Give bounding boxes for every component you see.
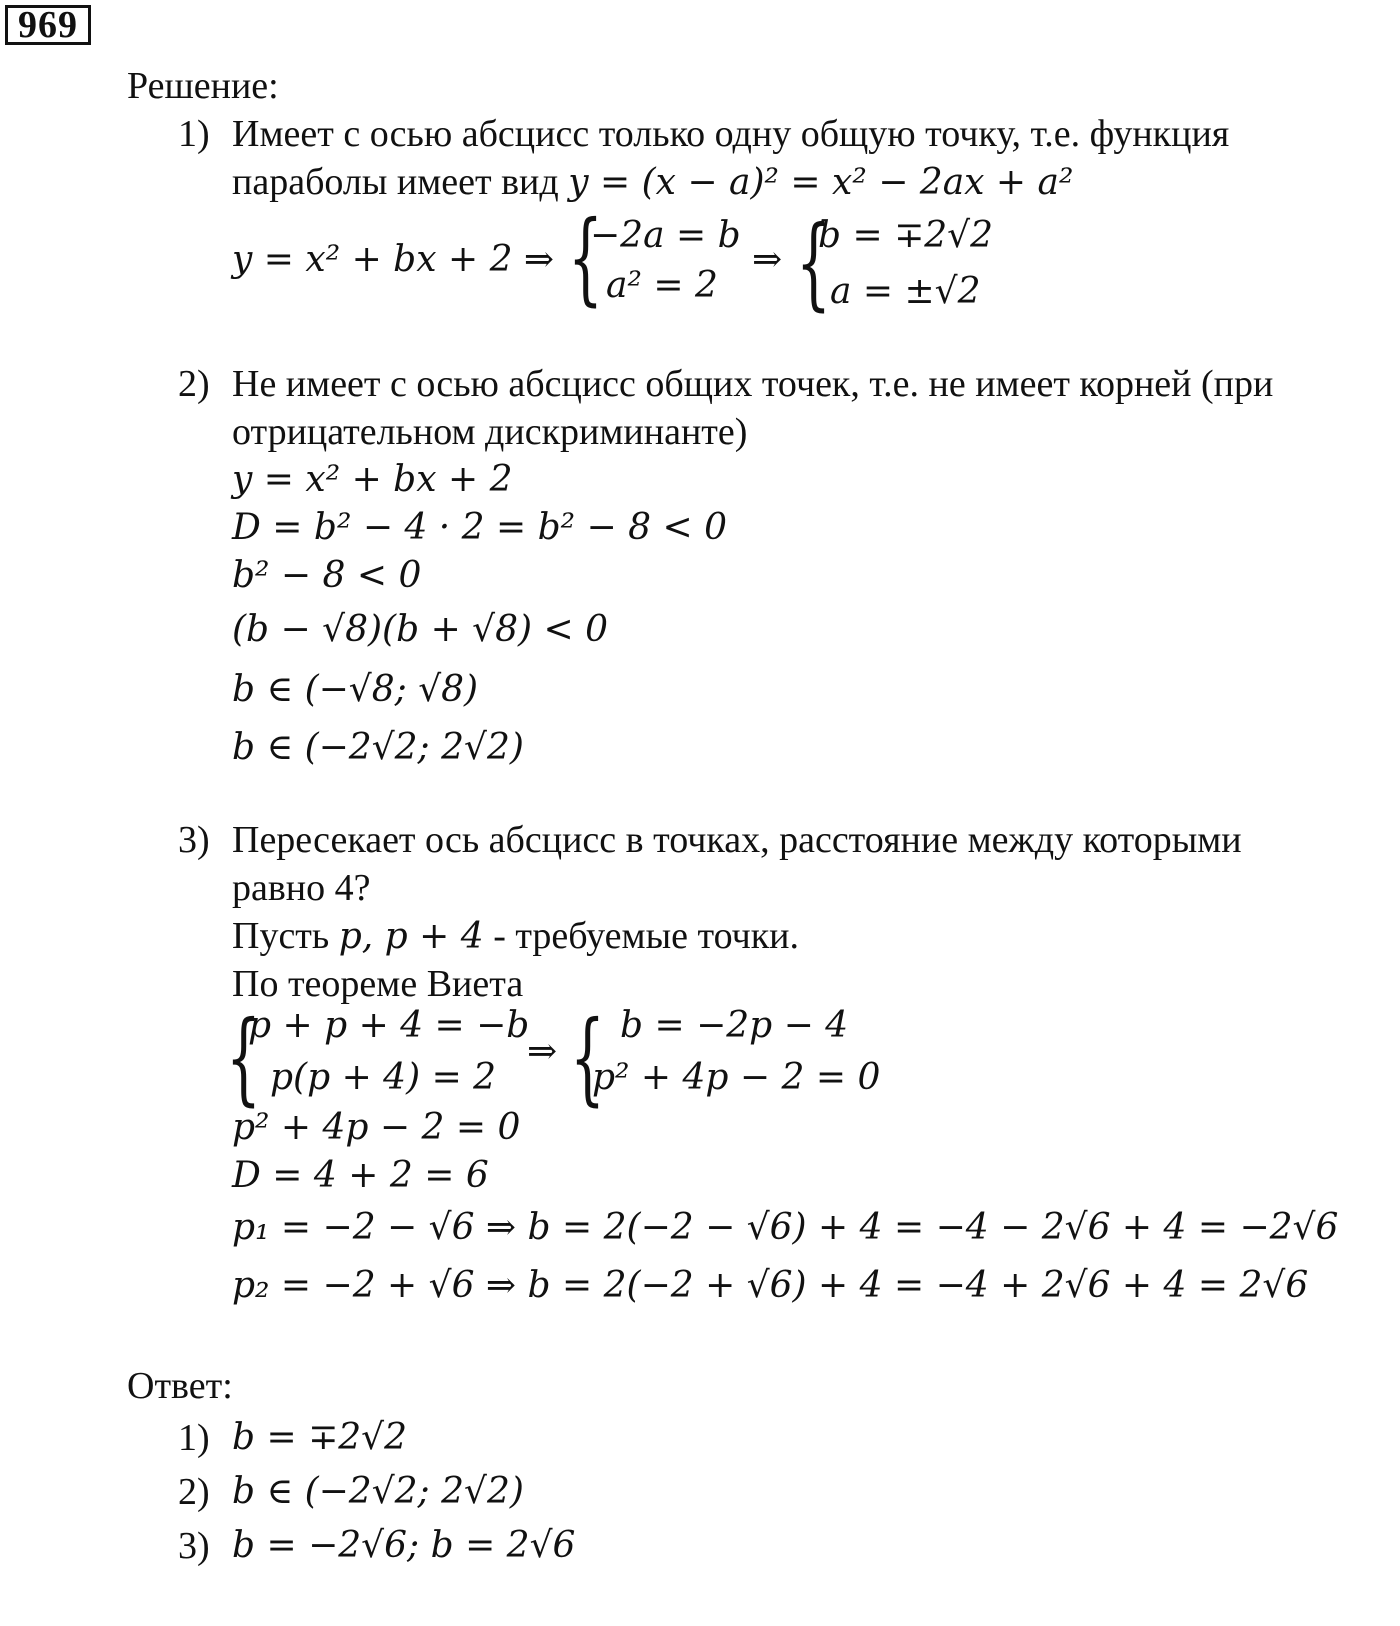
answer-2-value: b ∈ (−2√2; 2√2) bbox=[232, 1471, 524, 1512]
answer-1-marker: 1) bbox=[178, 1417, 210, 1459]
part3-brace-2: { bbox=[570, 999, 605, 1116]
part3-text-line3 bbox=[232, 914, 799, 959]
answer-heading: Ответ: bbox=[127, 1365, 233, 1407]
part1-text-line2 bbox=[232, 160, 1073, 205]
part3-marker: 3) bbox=[178, 819, 210, 861]
part2-line-5: b ∈ (−√8; √8) bbox=[232, 669, 479, 710]
part1-brace-1: { bbox=[568, 199, 603, 316]
part3-line-1: p² + 4p − 2 = 0 bbox=[232, 1107, 521, 1148]
part3-let-prefix: Пусть bbox=[232, 915, 330, 957]
part3-system1-row2: p(p + 4) = 2 bbox=[270, 1057, 497, 1098]
part3-line-4: p₂ = −2 + √6 ⇒ b = 2(−2 + √6) + 4 = −4 + 2√6 + 4 = 2√6 bbox=[232, 1265, 1309, 1306]
part3-line-3: p₁ = −2 − √6 ⇒ b = 2(−2 − √6) + 4 = −4 − 2√6 + 4 = −2√6 bbox=[232, 1207, 1339, 1248]
part1-brace-2: { bbox=[796, 204, 831, 321]
part1-system2-row2: a = ±√2 bbox=[830, 271, 981, 312]
answer-2-marker: 2) bbox=[178, 1471, 210, 1513]
part1-text-line1: Имеет с осью абсцисс только одну общую точку, т.е. функция bbox=[232, 113, 1230, 155]
part2-line-3: b² − 8 < 0 bbox=[232, 555, 422, 596]
part1-formula: y = (x − a)² = x² − 2ax + a² bbox=[568, 162, 1074, 203]
part3-let-math: p, p + 4 bbox=[338, 916, 484, 957]
part3-system2-row2: p² + 4p − 2 = 0 bbox=[592, 1057, 881, 1098]
part3-let-suffix: - требуемые точки. bbox=[493, 915, 800, 957]
answer-3-value: b = −2√6; b = 2√6 bbox=[232, 1525, 576, 1566]
part3-system1-row1: p + p + 4 = −b bbox=[248, 1005, 530, 1046]
part2-marker: 2) bbox=[178, 363, 210, 405]
part1-system1-row1: −2a = b bbox=[590, 215, 741, 256]
part3-text-line1: Пересекает ось абсцисс в точках, расстояние между которыми bbox=[232, 819, 1242, 861]
part2-line-1: y = x² + bx + 2 bbox=[232, 459, 513, 500]
answer-3-marker: 3) bbox=[178, 1525, 210, 1567]
part2-line-2: D = b² − 4 · 2 = b² − 8 < 0 bbox=[232, 507, 728, 548]
part1-system2-row1: b = ∓2√2 bbox=[818, 215, 994, 256]
part3-arrow: ⇒ bbox=[527, 1031, 558, 1072]
part3-line-2: D = 4 + 2 = 6 bbox=[232, 1155, 489, 1196]
part2-text-line2: отрицательном дискриминанте) bbox=[232, 411, 748, 453]
solution-heading: Решение: bbox=[127, 65, 279, 107]
part2-line-4: (b − √8)(b + √8) < 0 bbox=[232, 609, 609, 650]
part2-line-6: b ∈ (−2√2; 2√2) bbox=[232, 727, 524, 768]
part1-text-line2-words: параболы имеет вид bbox=[232, 161, 559, 203]
part1-eq-left: y = x² + bx + 2 ⇒ bbox=[232, 239, 555, 280]
part2-text-line1: Не имеет с осью абсцисс общих точек, т.е. не имеет корней (при bbox=[232, 363, 1274, 405]
problem-number: 969 bbox=[5, 5, 91, 45]
part3-text-line4: По теореме Виета bbox=[232, 963, 524, 1005]
part1-arrow: ⇒ bbox=[752, 239, 783, 280]
part3-text-line2: равно 4? bbox=[232, 867, 371, 909]
part1-marker: 1) bbox=[178, 113, 210, 155]
part3-brace-1: { bbox=[226, 999, 261, 1116]
part3-system2-row1: b = −2p − 4 bbox=[620, 1005, 849, 1046]
answer-1-value: b = ∓2√2 bbox=[232, 1417, 408, 1458]
part1-system1-row2: a² = 2 bbox=[606, 265, 718, 306]
